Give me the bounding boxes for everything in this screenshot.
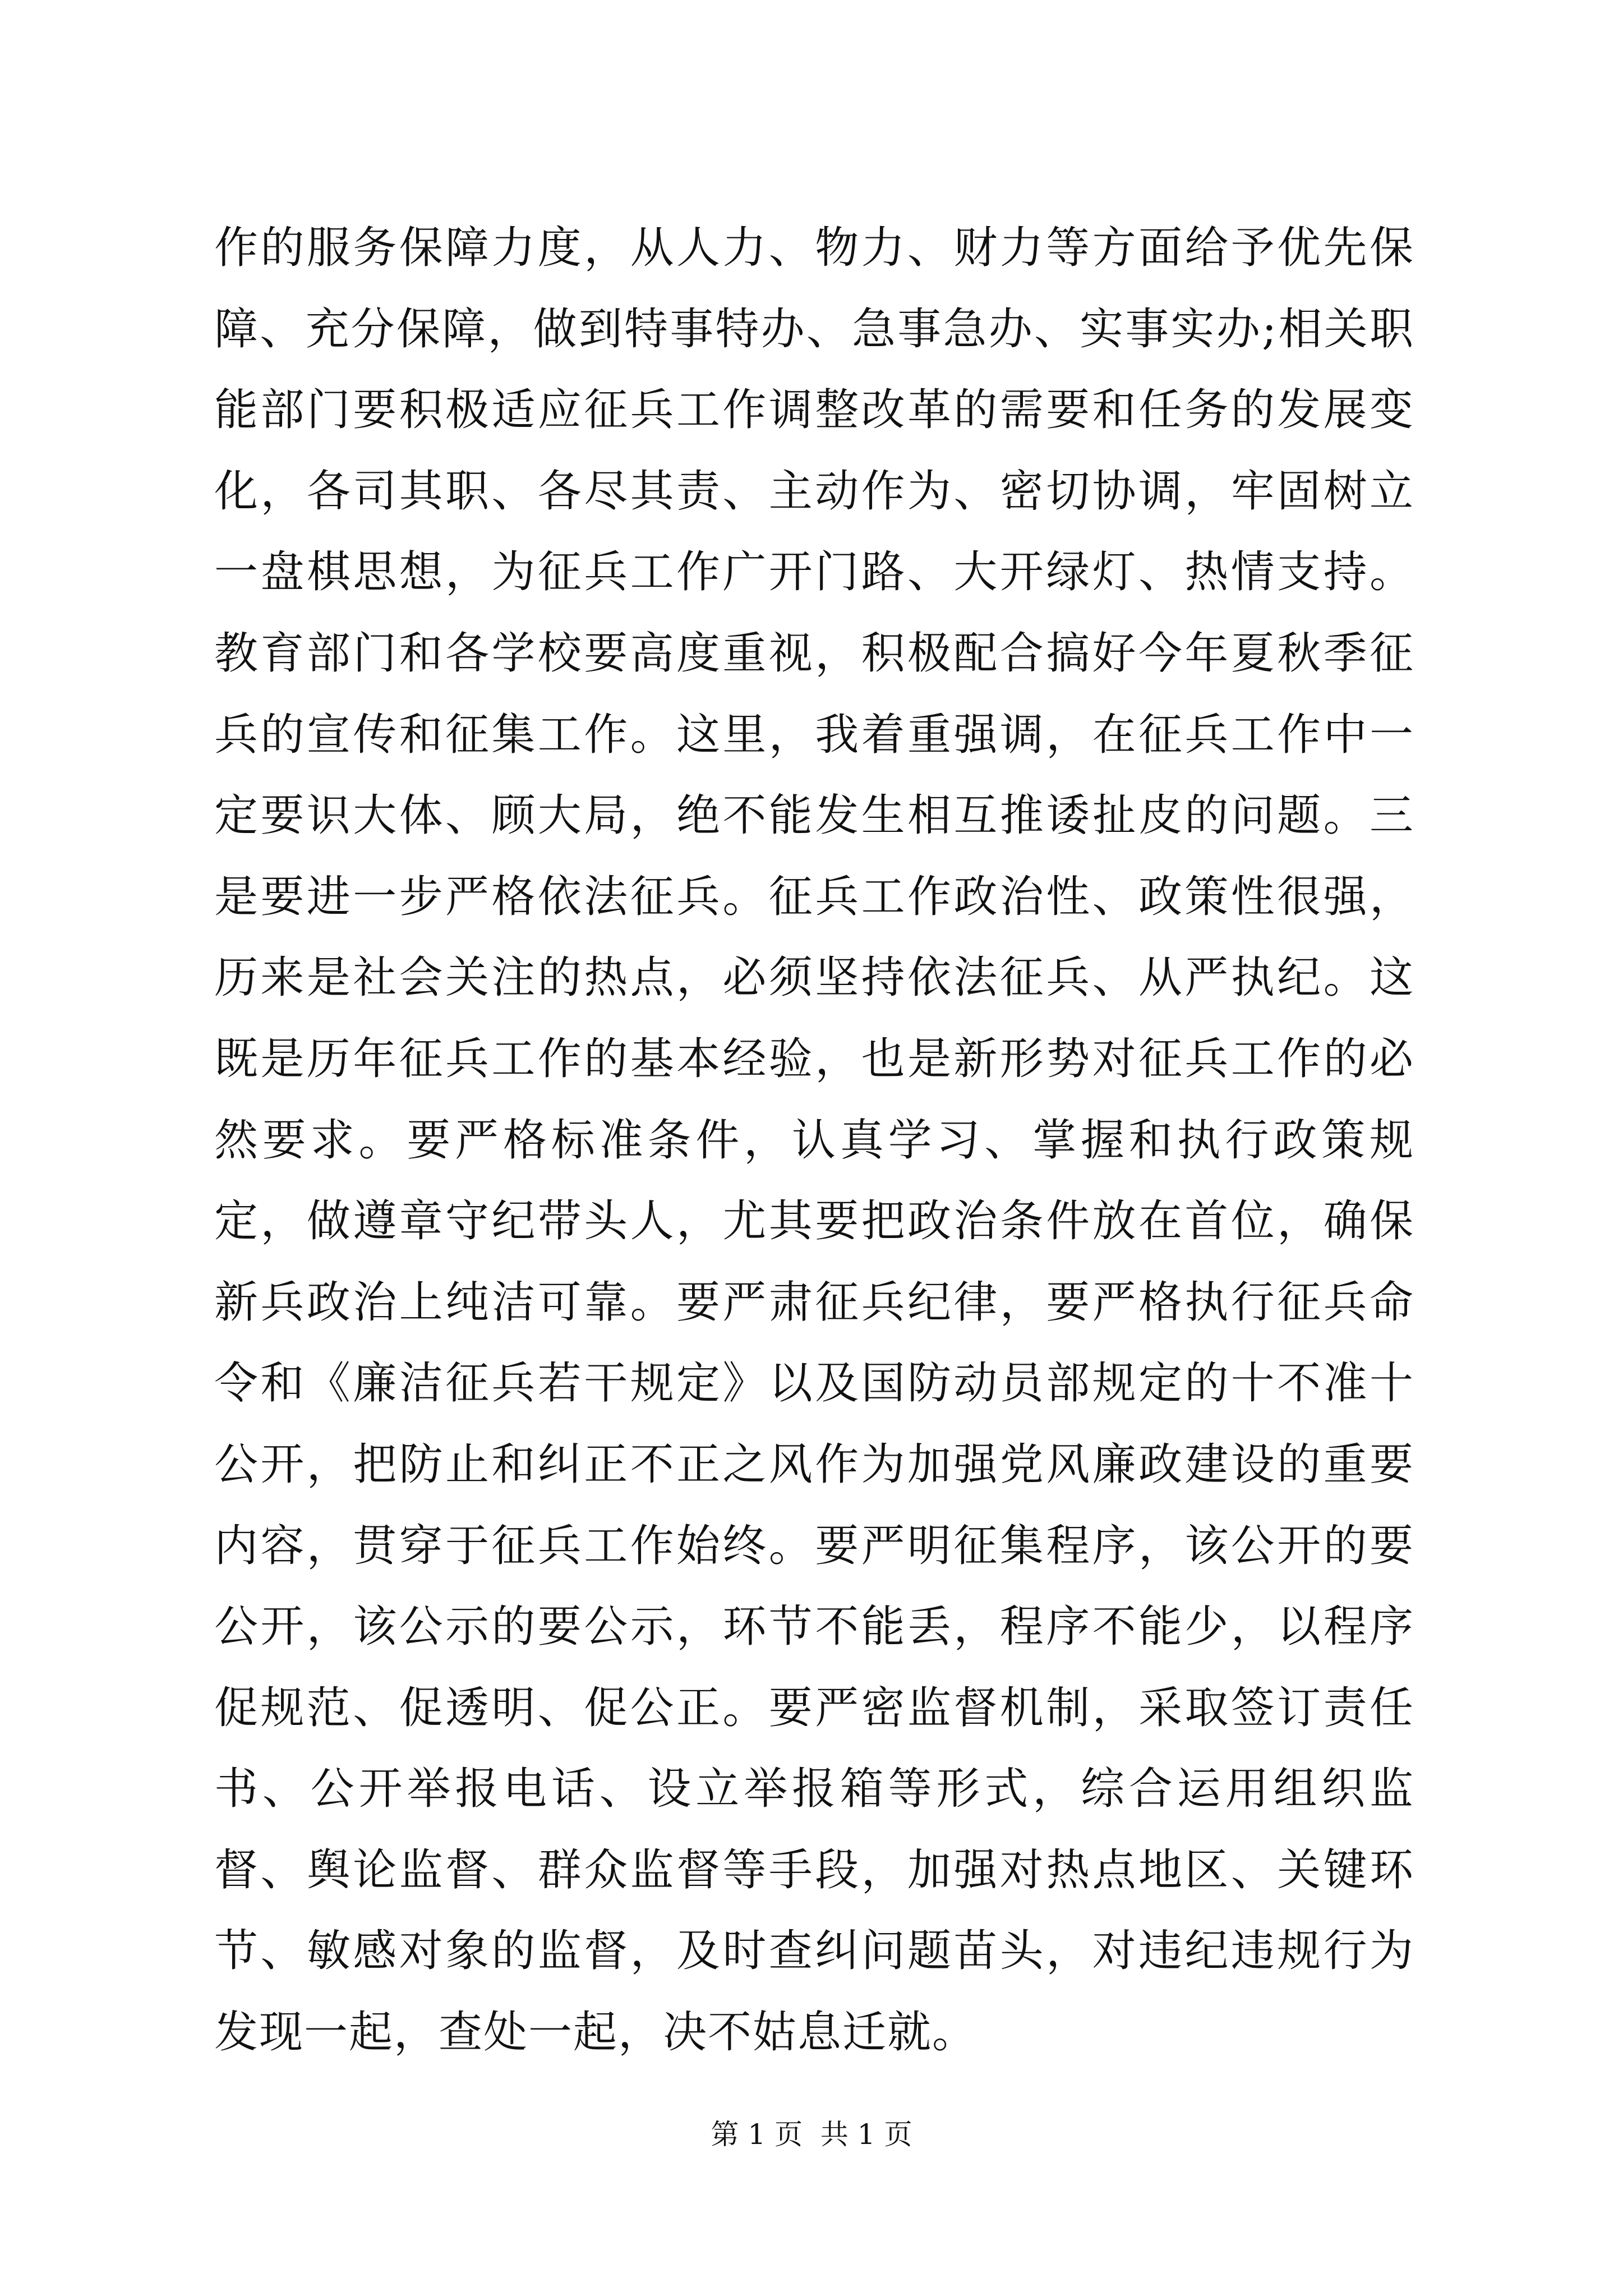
page-number: 第 1 页 共 1 页 [711,2118,912,2151]
page-footer [0,2115,1623,2154]
body-paragraph: 作的服务保障力度，从人力、物力、财力等方面给予优先保障、充分保障，做到特事特办、急事急办、实事实办;相关职能部门要积极适应征兵工作调整改革的需要和任务的发展变化，各司其职、各尽其责、主动作为、密切协调，牢固树立一盘棋思想，为征兵工作广开门路、大开绿灯、热情支持。教育部门和各学校要高度重视，积极配合搞好今年夏秋季征兵的宣传和征集工作。这里，我着重强调，在征兵工作中一定要识大体、顾大局，绝不能发生相互推诿扯皮的问题。三是要进一步严格依法征兵。征兵工作政治性、政策性很强，历来是社会关注的热点，必须坚持依法征兵、从严执纪。这既是历年征兵工作的基本经验，也是新形势对征兵工作的必然要求。要严格标准条件，认真学习、掌握和执行政策规定，做遵章守纪带头人，尤其要把政治条件放在首位，确保新兵政治上纯洁可靠。要严肃征兵纪律，要严格执行征兵命令和《廉洁征兵若干规定》以及国防动员部规定的十不准十公开，把防止和纠正不正之风作为加强党风廉政建设的重要内容，贯穿于征兵工作始终。要严明征集程序，该公开的要公开，该公示的要公示，环节不能丢，程序不能少，以程序促规范、促透明、促公正。要严密监督机制，采取签订责任书、公开举报电话、设立举报箱等形式，综合运用组织监督、舆论监督、群众监督等手段，加强对热点地区、关键环节、敏感对象的监督，及时查纠问题苗头，对违纪违规行为发现一起，查处一起，决不姑息迁就。 [214,223,1414,2058]
